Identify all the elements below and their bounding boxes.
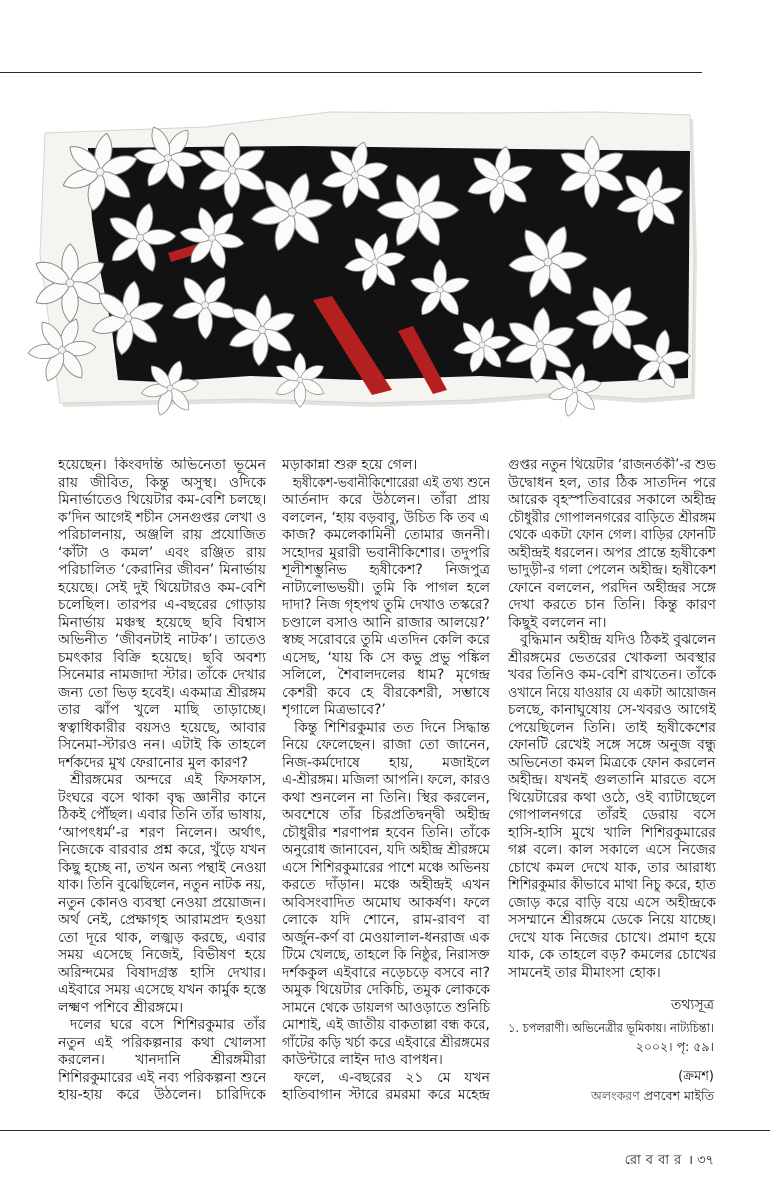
text-line: সসম্মানে শ্রীরঙ্গমে ডেকে নিয়ে যাচ্ছে। [508, 912, 716, 928]
text-line: অরিন্দমের বিষাদগ্রস্ত হাসি দেখার। [58, 964, 266, 981]
text-line: দাদা? নিজ গৃহপথ তুমি দেখাও তস্করে? [282, 597, 490, 613]
text-line: চৌধুরীর শরণাপন্ন হবেন তিনি। তাঁকে [282, 824, 490, 841]
text-line: কিন্তু শিশিরকুমার তত দিনে সিদ্ধান্ত [294, 719, 490, 736]
text-line: অমুক থিয়েটার দেকিচি, তমুক লোককে [282, 982, 490, 998]
text-line: কিছুই বললেন না। [508, 614, 607, 631]
text-line: দলের ঘরে বসে শিশিরকুমার তাঁর [70, 1017, 266, 1033]
text-line: যাক। তিনি বুঝেছিলেন, নতুন নাটক নয়, [58, 877, 266, 893]
text-line: ‘কাঁটা ও কমল’ এবং রঞ্জিত রায় [58, 544, 266, 561]
text-line: শূলীশম্ভুনিভ হৃষীকেশ? নিজপুত্র [282, 562, 490, 578]
text-line: লক্ষ্মণ পশিবে শ্রীরঙ্গমে। [58, 999, 184, 1016]
text-line: তো দূরে থাক, লজ্ঝড় করছে, এবার [58, 929, 266, 946]
text-line: পরিচালিত ‘কেরানির জীবন’ মিনার্ভায় [58, 562, 266, 578]
text-line: অভিনীত ‘জীবনটাই নাটক’। তাতেও [58, 632, 266, 648]
text-line: থিয়েটারের কথা ওঠে, ওই ব্যাটাছেলে [508, 789, 716, 806]
text-line: চমৎকার বিক্রি হয়েছে। ছবি অবশ্য [58, 649, 266, 666]
illustration-credit-label: অলংকরণ [591, 1088, 640, 1103]
text-line: চৌধুরীর গোপালনগরের বাড়িতে শ্রীরঙ্গম [508, 509, 716, 526]
text-line: গোপালনগরে তাঁরই ডেরায় বসে [508, 807, 716, 823]
text-line: নতুন এই পরিকল্পনার কথা খোলসা [58, 1034, 266, 1051]
page-footer [625, 1152, 714, 1170]
article-column-2 [282, 457, 490, 1107]
text-line: ফোনটি রেখেই সঙ্গে সঙ্গে অনুজ বন্ধু [508, 737, 716, 753]
text-line: কাজ? কমলেকামিনী তোমার জননী। [282, 527, 490, 543]
text-line: দেখা করতে চান তিনি। কিন্তু কারণ [508, 597, 716, 613]
magazine-name: রোববার [624, 1153, 687, 1168]
text-line: এইবারে সময় এসেছে যখন কার্মুক হস্তে [58, 982, 266, 998]
text-line: অর্থ নেই, প্রেক্ষাগৃহ আরামপ্রদ হওয়া [58, 912, 266, 928]
text-line: যাক, কে তাহলে বড়? কমলের চোখের [508, 947, 716, 963]
text-line: শৃগালে মিত্রভাবে?’ [282, 702, 386, 718]
text-line: করলেন। খানদানি শ্রীরঙ্গমীরা [58, 1052, 266, 1068]
text-line: সামনেই তার মীমাংসা হোক। [508, 964, 661, 981]
text-line: সময় এসেছে নিজেই, বিভীষণ হয়ে [58, 947, 266, 963]
page-separator: । [688, 1153, 694, 1168]
flower-center [66, 279, 74, 287]
text-line: কিছু হচ্ছে না, তখন অন্য পন্থাই নেওয়া [58, 859, 266, 876]
text-line: পরিচালনায়, অঞ্জলি রায় প্রযোজিত [58, 527, 266, 543]
text-line: টংঘরে বসে থাকা বৃদ্ধ জ্ঞানীর কানে [58, 789, 266, 806]
text-line: মিনার্ভাতেও থিয়েটার কম-বেশি চলছে। [58, 492, 266, 508]
text-line: ওখানে নিয়ে যাওয়ার যে একটা আয়োজন [508, 684, 716, 701]
text-line: হয়েছেন। কিংবদন্তি অভিনেতা ভূমেন [58, 457, 266, 473]
text-line: শিশিরকুমার কীভাবে মাথা নিচু করে, হাত [508, 877, 716, 893]
text-line: বুদ্ধিমান অহীন্দ্র যদিও ঠিকই বুঝলেন [520, 632, 716, 648]
text-line: কথা শুনলেন না তিনি। স্থির করলেন, [282, 789, 490, 806]
text-line: কেশরী কবে হে বীরকেশরী, সম্ভাষে [282, 684, 490, 701]
flower-center [258, 326, 266, 334]
text-line: নিয়ে ফেলেছেন। রাজা তো জানেন, [282, 737, 490, 753]
text-line: হয়েছে। সেই দুই থিয়েটারও কম-বেশি [58, 579, 266, 596]
text-line: তার ঝাঁপ খুলে মাছি তাড়াচ্ছে। [58, 702, 266, 718]
text-line: শ্রীরঙ্গমের অন্দরে এই ফিসফাস, [70, 772, 266, 788]
text-line: দর্শকদের মুখ ফেরানোর মুল কারণ? [58, 754, 248, 771]
text-line: সিনেমা-স্টারও নন। এটাই কি তাহলে [58, 737, 266, 753]
flower-center [228, 166, 236, 174]
text-line: স্বচ্ছ সরোবরে তুমি এতদিন কেলি করে [282, 632, 490, 648]
text-line: শিশিরকুমারের এই নব্য পরিকল্পনা শুনে [58, 1069, 266, 1086]
text-line: মিনার্ভায় মঞ্চস্থ হয়েছে ছবি বিশ্বাস [58, 614, 266, 631]
text-line: চণ্ডালে বসাও আনি রাজার আলয়ে?’ [282, 614, 490, 631]
text-line: শ্রীরঙ্গমের ভেতরের খোকলা অবস্থার [508, 649, 716, 666]
text-line: উদ্বোধন হল, তার ঠিক সাতদিন পরে [508, 474, 716, 491]
text-line: অহীন্দ্র। যখনই গুলতানি মারতে বসে [508, 772, 716, 788]
text-line: হৃষীকেশ-ভবানীকিশোরেরা এই তথ্য শুনে [292, 474, 490, 491]
text-line: আর্তনাদ করে উঠলেন। তাঁরা প্রায় [282, 492, 490, 508]
text-line: অবশেষে তাঁর চিরপ্রতিদ্বন্দ্বী অহীন্দ্র [282, 807, 490, 823]
text-line: নাট্যলোভভয়ী। তুমি কি পাগল হলে [282, 579, 490, 596]
text-line: জোড় করে বাড়ি বয়ে এসে অহীন্দ্রকে [508, 894, 716, 911]
reference-line: ১. চপলরাণী। অভিনেত্রীর ভূমিকায়। নাট্যচিন্তা। [508, 1020, 715, 1035]
flower-center [297, 377, 303, 383]
text-line: সিনেমার নামজাদা স্টার। তাঁকে দেখার [58, 667, 266, 683]
text-line: ফোনে বললেন, পরদিন অহীন্দ্রর সঙ্গে [508, 579, 716, 596]
continued-marker: (ক্রমশ) [678, 1069, 714, 1084]
text-line: সলিলে, শৈবালদলের ধাম? মৃগেন্দ্র [282, 667, 490, 683]
text-line: নতুন কোনও ব্যবস্থা নেওয়া প্রয়োজন। [58, 894, 266, 911]
text-line: করতে দাঁড়ান। মঞ্চে অহীন্দ্রই এখন [282, 877, 490, 893]
text-line: এসেছ, ‘যায় কি সে কভু প্রভু পঙ্কিল [282, 649, 490, 666]
text-line: হাসি-হাসি মুখে খালি শিশিরকুমারের [508, 824, 716, 841]
text-line: ক’দিন আগেই শচীন সেনগুপ্তর লেখা ও [58, 509, 266, 526]
text-line: চোখে কমল দেখে যাক, তার আরাধ্য [508, 859, 716, 876]
text-line: এ-শ্রীরঙ্গম। মজিলা আপনি। ফলে, কারও [282, 772, 490, 788]
text-line: গাঁটের কড়ি খর্চা করে এইবারে শ্রীরঙ্গমের [282, 1034, 490, 1051]
text-line: ‘আপৎধর্ম’-র শরণ নিলেন। অর্থাৎ, [58, 824, 266, 841]
text-line: ঠিকই পৌঁছল। এবার তিনি তাঁর ভাষায়, [58, 807, 266, 823]
text-line: দর্শককুল এইবারে নড়েচড়ে বসবে না? [282, 964, 490, 981]
text-line: মোশাই, এই জাতীয় বাকতাল্লা বন্ধ করে, [282, 1017, 490, 1033]
text-line: হায়-হায় করে উঠলেন। চারিদিকে [58, 1087, 266, 1103]
illustration-credit-name: প্রণবেশ মাইতি [643, 1088, 714, 1103]
references-heading: তথ্যসূত্র [670, 997, 714, 1013]
text-line: এসে শিশিরকুমারের পাশে মঞ্চে অভিনয় [282, 859, 490, 876]
text-line: টিমে খেলছে, তাহলে কি নিষ্ঠুর, নিরাসক্ত [282, 947, 490, 963]
reference-line: ২০০২। পৃ: ৫৯। [635, 1039, 714, 1054]
text-line: অভিনেতা কমল মিত্রকে ফোন করলেন [508, 754, 716, 771]
flower-center [437, 287, 443, 293]
text-line: ফলে, এ-বছরের ২১ মে যখন [294, 1069, 490, 1086]
article-column-1 [58, 457, 266, 1107]
text-line: গুপ্তর নতুন থিয়েটার ‘রাজনর্তকী’-র শুভ [508, 457, 716, 473]
text-line: স্বত্বাধিকারীর বয়সও হয়েছে, আবার [58, 719, 266, 736]
text-line: ভাদুড়ী-র গলা পেলেন অহীন্দ্র। হৃষীকেশ [508, 562, 716, 578]
text-line: মড়াকান্না শুরু হয়ে গেল। [282, 457, 418, 473]
text-line: জন্য তো ভিড় হবেই। একমাত্র শ্রীরঙ্গম [58, 684, 266, 701]
text-line: খবর তিনিও কম-বেশি রাখতেন। তাঁকে [508, 667, 716, 683]
text-line: রায় জীবিত, কিন্তু অসুস্থ। ওদিকে [58, 474, 266, 491]
flower-center [588, 168, 595, 175]
text-line: অবিসংবাদিত অমোঘ আকর্ষণ। ফলে [282, 894, 490, 911]
text-line: অর্জুন-কর্ণ বা মেওয়ালাল-ধনরাজ এক [282, 929, 490, 946]
text-line: আরেক বৃহস্পতিবারের সকালে অহীন্দ্র [508, 492, 716, 508]
text-line: নিজ-কর্মদোষে হায়, মজাইলে [282, 754, 490, 771]
text-line: থেকে একটা ফোন গেল। বাড়ির ফোনটি [508, 527, 716, 543]
flower-center [536, 341, 544, 349]
text-line: দেখে যাক নিজের চোখে। প্রমাণ হয়ে [508, 929, 716, 946]
illustration [0, 0, 770, 430]
text-line: অহীন্দ্রই ধরলেন। অপর প্রান্তে হৃষীকেশ [508, 544, 716, 561]
text-line: চলছে, কানাঘুষোয় সে-খবরও আগেই [508, 702, 716, 718]
text-line: হাতিবাগান স্টারে রমরমা করে মহেন্দ্র [282, 1087, 490, 1103]
text-line: অনুরোধ জানাবেন, যদি অহীন্দ্র শ্রীরঙ্গমে [282, 842, 490, 858]
text-line: লোকে যদি শোনে, রাম-রাবণ বা [282, 912, 490, 928]
text-line: নিজেকে বারবার প্রশ্ন করে, খুঁড়ে যখন [58, 842, 266, 858]
bottom-rule [0, 1130, 770, 1131]
page-number: ৩৭ [697, 1153, 714, 1168]
text-line: পেয়েছিলেন তিনি। তাই হৃষীকেশের [508, 719, 716, 736]
text-line: সামনে থেকে ডায়লগ আওড়াতে শুনিচি [282, 999, 490, 1016]
illustration-credit [508, 1087, 714, 1105]
text-line: কাউন্টারে লাইন দাও বাপধন। [282, 1052, 443, 1068]
text-line: চলেছিল। তারপর এ-বছরের গোড়ায় [58, 597, 266, 613]
text-line: গপ্প বলে। কাল সকালে এসে নিজের [508, 842, 716, 858]
text-line: বললেন, ‘হায় বড়বাবু, উচিত কি তব এ [282, 509, 490, 526]
text-line: সহোদর মুরারী ভবানীকিশোর। তদুপরি [282, 544, 490, 561]
